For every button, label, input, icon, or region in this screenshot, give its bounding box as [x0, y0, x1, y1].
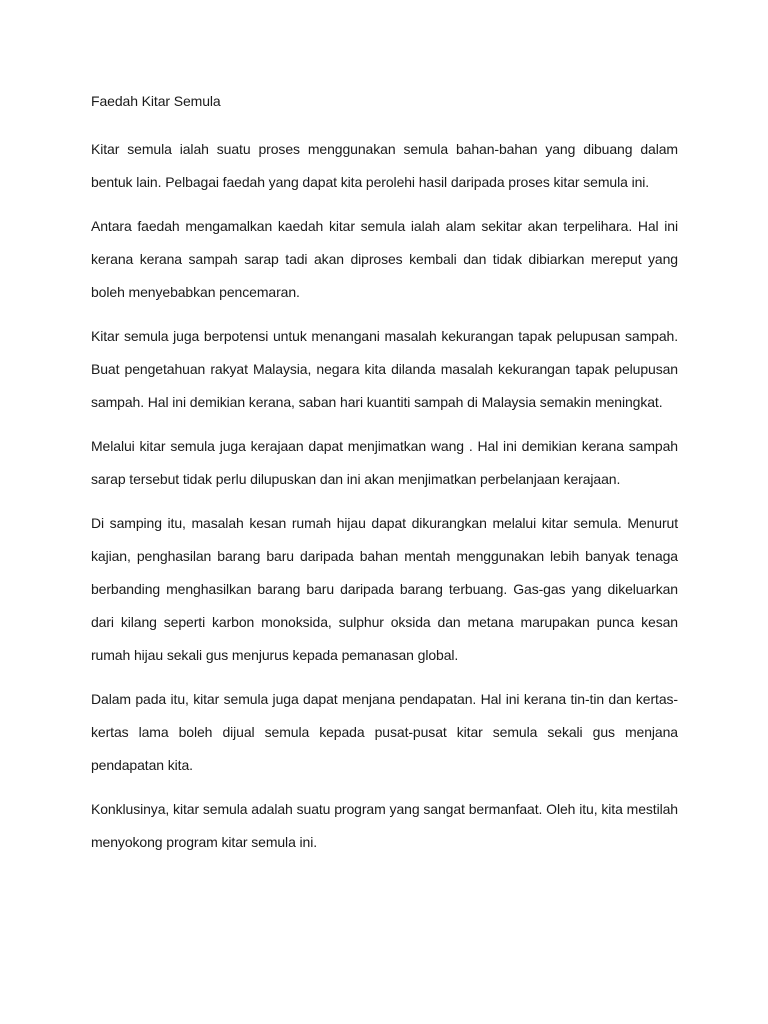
paragraph-conclusion: Konklusinya, kitar semula adalah suatu program yang sangat bermanfaat. Oleh itu, kita mestilah menyokong program kitar semula ini. — [91, 801, 678, 850]
paragraph-savings: Melalui kitar semula juga kerajaan dapat menjimatkan wang . Hal ini demikian kerana sampah sarap tersebut tidak perlu dilupuskan dan ini akan menjimatkan perbelanjaan kerajaan. — [91, 438, 678, 487]
paragraph-intro: Kitar semula ialah suatu proses menggunakan semula bahan-bahan yang dibuang dalam bentuk lain. Pelbagai faedah yang dapat kita perolehi hasil daripada proses kitar semula ini. — [91, 141, 678, 190]
document-body — [91, 90, 678, 870]
paragraph-landfill: Kitar semula juga berpotensi untuk menangani masalah kekurangan tapak pelupusan sampah. Buat pengetahuan rakyat Malaysia, negara kita dilanda masalah kekurangan tapak pelupusan sampah. Hal ini demikian kerana, saban hari kuantiti sampah di Malaysia semakin meningkat. — [91, 328, 678, 410]
paragraph-environment: Antara faedah mengamalkan kaedah kitar semula ialah alam sekitar akan terpelihara. Hal ini kerana kerana sampah sarap tadi akan diproses kembali dan tidak dibiarkan mereput yang boleh menyebabkan pencemaran. — [91, 218, 678, 300]
paragraph-greenhouse: Di samping itu, masalah kesan rumah hijau dapat dikurangkan melalui kitar semula. Menurut kajian, penghasilan barang baru daripada bahan mentah menggunakan lebih banyak tenaga berbanding menghasilkan barang baru daripada barang terbuang. Gas-gas yang dikeluarkan dari kilang seperti karbon monoksida, sulphur oksida dan metana marupakan punca kesan rumah hijau sekali gus menjurus kepada pemanasan global. — [91, 515, 678, 663]
paragraph-income: Dalam pada itu, kitar semula juga dapat menjana pendapatan. Hal ini kerana tin-tin dan kertas-kertas lama boleh dijual semula kepada pusat-pusat kitar semula sekali gus menjana pendapatan kita. — [91, 691, 678, 773]
document-title: Faedah Kitar Semula — [91, 93, 221, 109]
